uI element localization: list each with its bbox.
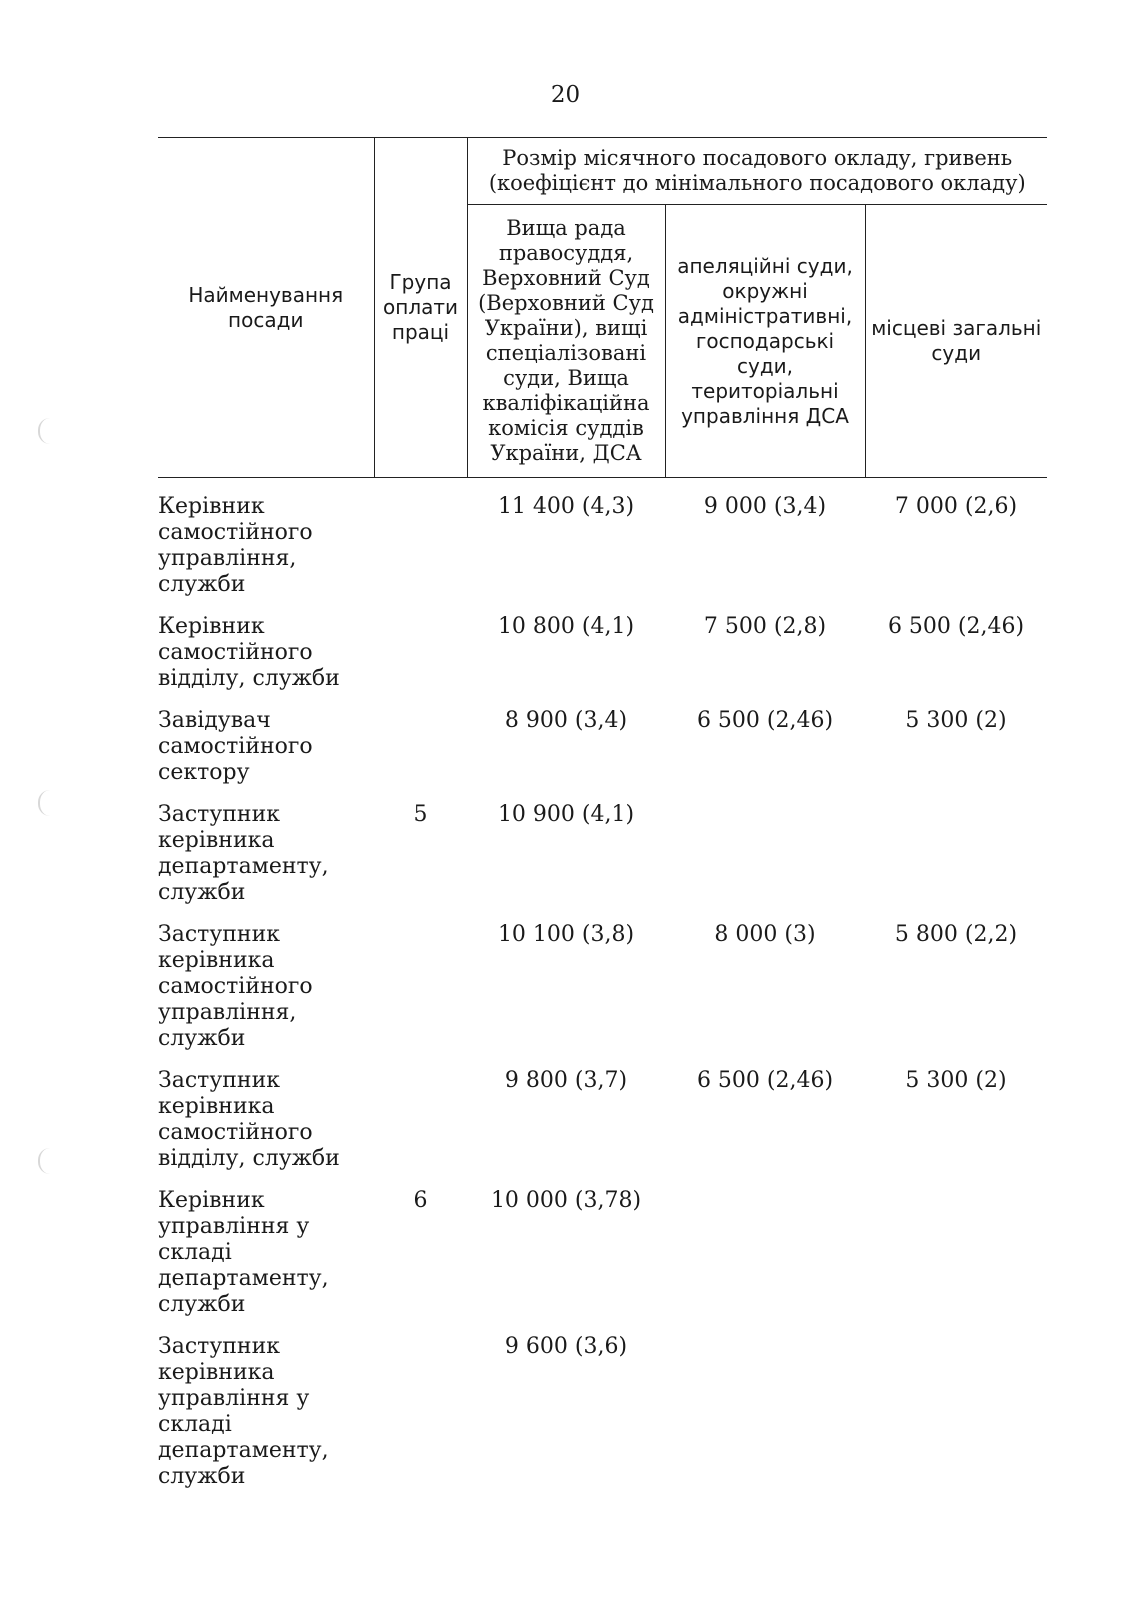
header-appeal-courts: апеляційні суди, окружні адміністративні, господарські суди, територіальні управління ДСА: [665, 205, 865, 478]
salary-supreme: 10 100 (3,8): [497, 922, 635, 947]
header-supreme-courts: Вища рада правосуддя, Верховний Суд (Верховний Суд України), вищі спеціалізовані суди, Вища кваліфікаційна комісія суддів України, ДСА: [467, 205, 665, 478]
salary-supreme: 8 900 (3,4): [504, 708, 628, 733]
punch-hole-mark: [38, 418, 52, 444]
salary-supreme: 10 900 (4,1): [497, 802, 635, 827]
salary-appeal: 6 500 (2,46): [696, 1068, 834, 1093]
salary-local: 5 800 (2,2): [894, 922, 1018, 947]
punch-hole-mark: [38, 790, 52, 816]
header-local-courts: місцеві загальні суди: [865, 205, 1047, 478]
position-name: Заступник керівника самостійного відділу, служби: [158, 1068, 340, 1171]
position-name: Заступник керівника департаменту, служби: [158, 802, 329, 905]
salary-local: 6 500 (2,46): [887, 614, 1025, 639]
salary-table: [158, 137, 1047, 1490]
table-row: [158, 786, 1047, 906]
table-row: [158, 1052, 1047, 1172]
position-name: Керівник самостійного управління, служби: [158, 494, 313, 597]
salary-local: 5 300 (2): [905, 1068, 1007, 1093]
table-row: [158, 598, 1047, 692]
salary-local: [865, 1318, 1047, 1490]
position-name: Заступник керівника самостійного управління, служби: [158, 922, 313, 1051]
header-salary-group: Розмір місячного посадового окладу, гривень (коефіцієнт до мінімального посадового окладу): [467, 138, 1047, 205]
punch-hole-mark: [38, 1148, 52, 1174]
pay-group: [374, 906, 467, 1052]
position-name: Керівник самостійного відділу, служби: [158, 614, 340, 691]
salary-local: 5 300 (2): [905, 708, 1007, 733]
salary-table-container: [158, 137, 1047, 1490]
table-row: [158, 906, 1047, 1052]
salary-appeal: 6 500 (2,46): [696, 708, 834, 733]
position-name: Завідувач самостійного сектору: [158, 708, 313, 785]
salary-appeal: 9 000 (3,4): [703, 494, 827, 519]
salary-supreme: 10 800 (4,1): [497, 614, 635, 639]
salary-appeal: 7 500 (2,8): [703, 614, 827, 639]
salary-supreme: 9 800 (3,7): [504, 1068, 628, 1093]
table-row: [158, 1172, 1047, 1318]
salary-appeal: [665, 1172, 865, 1318]
salary-local: 7 000 (2,6): [894, 494, 1018, 519]
salary-local: [865, 1172, 1047, 1318]
pay-group: [374, 692, 467, 786]
pay-group: 5: [413, 802, 428, 827]
salary-appeal: 8 000 (3): [714, 922, 816, 947]
table-row: [158, 478, 1047, 599]
salary-supreme: 10 000 (3,78): [490, 1188, 642, 1213]
pay-group: 6: [413, 1188, 428, 1213]
salary-appeal: [665, 786, 865, 906]
salary-supreme: 11 400 (4,3): [497, 494, 635, 519]
table-header: [158, 138, 1047, 478]
pay-group: [374, 478, 467, 599]
salary-appeal: [665, 1318, 865, 1490]
position-name: Заступник керівника управління у складі департаменту, служби: [158, 1334, 329, 1489]
table-row: [158, 692, 1047, 786]
position-name: Керівник управління у складі департаменту, служби: [158, 1188, 329, 1317]
salary-supreme: 9 600 (3,6): [504, 1334, 628, 1359]
salary-local: [865, 786, 1047, 906]
pay-group: [374, 598, 467, 692]
table-body: [158, 478, 1047, 1491]
pay-group: [374, 1318, 467, 1490]
table-row: [158, 1318, 1047, 1490]
header-pay-group: Група оплати праці: [374, 138, 467, 478]
pay-group: [374, 1052, 467, 1172]
page-number: 20: [550, 82, 581, 108]
header-position-name: Найменування посади: [158, 138, 374, 478]
